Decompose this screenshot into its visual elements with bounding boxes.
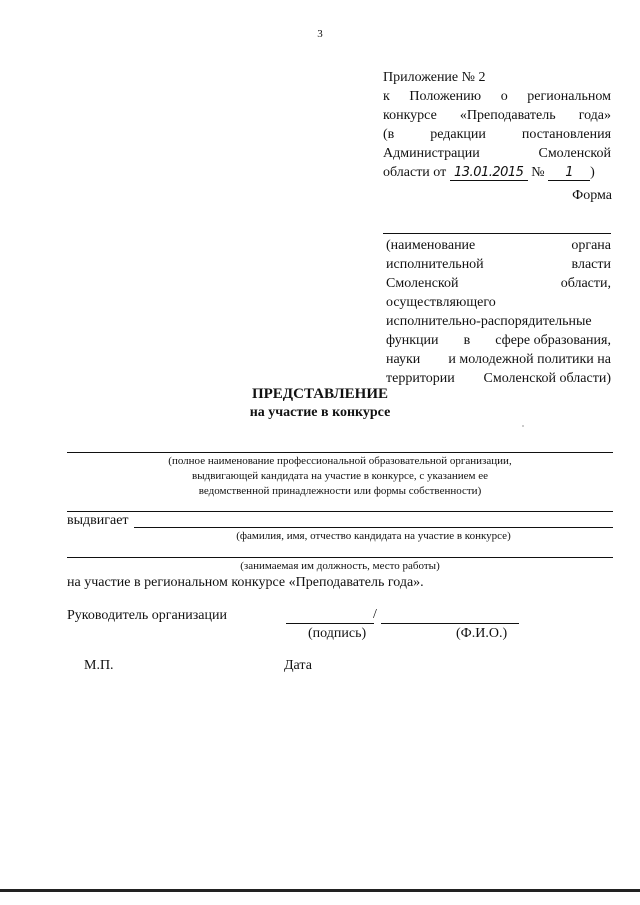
org-name-field-extra: [67, 511, 613, 512]
position-caption: (занимаемая им должность, место работы): [240, 560, 440, 572]
stamp-label: М.П.: [84, 658, 114, 673]
addressee-line-4: осуществляющего: [386, 295, 496, 310]
participation-text: на участие в региональном конкурсе «Преподаватель года».: [67, 575, 424, 590]
appendix-block: [383, 68, 611, 182]
position-field: [67, 557, 613, 558]
scan-speck: [522, 425, 524, 427]
full-name-caption: (Ф.И.О.): [456, 626, 508, 641]
form-label: Форма: [572, 188, 612, 203]
appendix-title: Приложение № 2: [383, 70, 486, 85]
signature-caption: (подпись): [308, 626, 367, 641]
date-label: Дата: [284, 658, 312, 673]
addressee-line-8: территории Смоленской области): [386, 371, 611, 386]
candidate-name-field: [134, 527, 613, 528]
document-subtitle: на участие в конкурсе: [249, 405, 391, 420]
appendix-line-6: области от 13.01.2015 № 1 ): [383, 165, 595, 180]
page-number: 3: [317, 28, 323, 40]
appendix-line-3: конкурсе «Преподаватель года»: [383, 108, 612, 123]
signature-slash: /: [373, 607, 377, 622]
addressee-line-6: функции в сфере образования,: [386, 333, 611, 348]
org-name-caption: (полное наименование профессиональной образовательной организации, выдвигающей кандидата на участие в конкурсе, с указанием ее ведомственной принадлежности или формы собственности): [168, 455, 512, 497]
handwritten-number: 1: [548, 166, 590, 181]
appendix-line-5: Администрации Смоленской: [383, 146, 611, 161]
appendix-line-2: к Положению о региональном: [383, 89, 611, 104]
addressee-rule: [383, 233, 611, 234]
appendix-line-4: (в редакции постановления: [383, 127, 612, 142]
addressee-block: [386, 236, 611, 388]
nominates-label: выдвигает: [67, 513, 129, 528]
signature-field: [286, 623, 374, 624]
addressee-line-5: исполнительно-распорядительные: [386, 314, 592, 329]
scan-edge-bar: [0, 889, 640, 892]
addressee-line-1: (наименование органа: [386, 238, 611, 253]
candidate-caption: (фамилия, имя, отчество кандидата на участие в конкурсе): [236, 530, 511, 542]
handwritten-date: 13.01.2015: [450, 166, 528, 181]
addressee-line-2: исполнительной власти: [386, 257, 611, 272]
document-title: ПРЕДСТАВЛЕНИЕ: [251, 386, 389, 402]
addressee-line-3: Смоленской области,: [386, 276, 611, 291]
addressee-line-7: науки и молодежной политики на: [386, 352, 611, 367]
full-name-field: [381, 623, 519, 624]
org-name-field: [67, 452, 613, 453]
head-label: Руководитель организации: [67, 608, 227, 623]
